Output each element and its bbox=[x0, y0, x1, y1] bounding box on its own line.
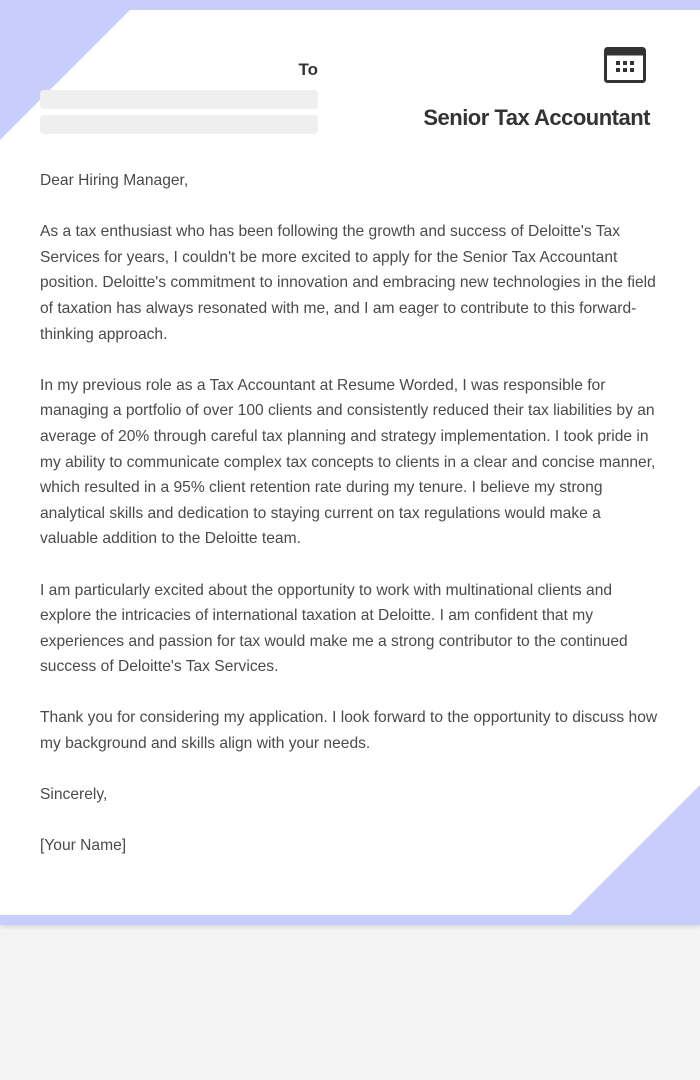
letter-body bbox=[40, 168, 660, 885]
job-title-heading: Senior Tax Accountant bbox=[423, 105, 650, 130]
letter-paragraph-3: I am particularly excited about the opportunity to work with multinational clients and explore the intricacies of international taxation at Deloitte. I am confident that my experiences and passion for tax would make me a strong contributor to the continued success of Deloitte's Tax Services. bbox=[40, 581, 628, 676]
signature-placeholder: [Your Name] bbox=[40, 837, 127, 855]
recipient-to-label: To bbox=[298, 60, 318, 79]
letter-sheet bbox=[0, 10, 700, 915]
calculator-icon bbox=[604, 47, 646, 83]
recipient-address-placeholder-line-2 bbox=[40, 115, 318, 134]
recipient-address-placeholder-line-1 bbox=[40, 90, 318, 109]
closing: Sincerely, bbox=[40, 786, 108, 804]
letter-paragraph-1: As a tax enthusiast who has been following the growth and success of Deloitte's Tax Services for years, I couldn't be more excited to apply for the Senior Tax Accountant position. Deloitte's commitment to innovation and embracing new technologies in the field of taxation has always resonated with me, and I am eager to contribute to this forward-thinking approach. bbox=[40, 223, 656, 343]
salutation: Dear Hiring Manager, bbox=[40, 172, 189, 189]
letter-paragraph-2: In my previous role as a Tax Accountant at Resume Worded, I was responsible for managing a portfolio of over 100 clients and consistently reduced their tax liabilities by an average of 20% through careful tax planning and strategy implementation. I took pride in my ability to communicate complex tax concepts to clients in a clear and concise manner, which resulted in a 95% client retention rate during my tenure. I believe my strong analytical skills and dedication to staying current on tax regulations would make a valuable addition to the Deloitte team. bbox=[40, 376, 656, 548]
letter-paragraph-4: Thank you for considering my application. I look forward to the opportunity to discuss how my background and skills align with your needs. bbox=[40, 709, 658, 753]
